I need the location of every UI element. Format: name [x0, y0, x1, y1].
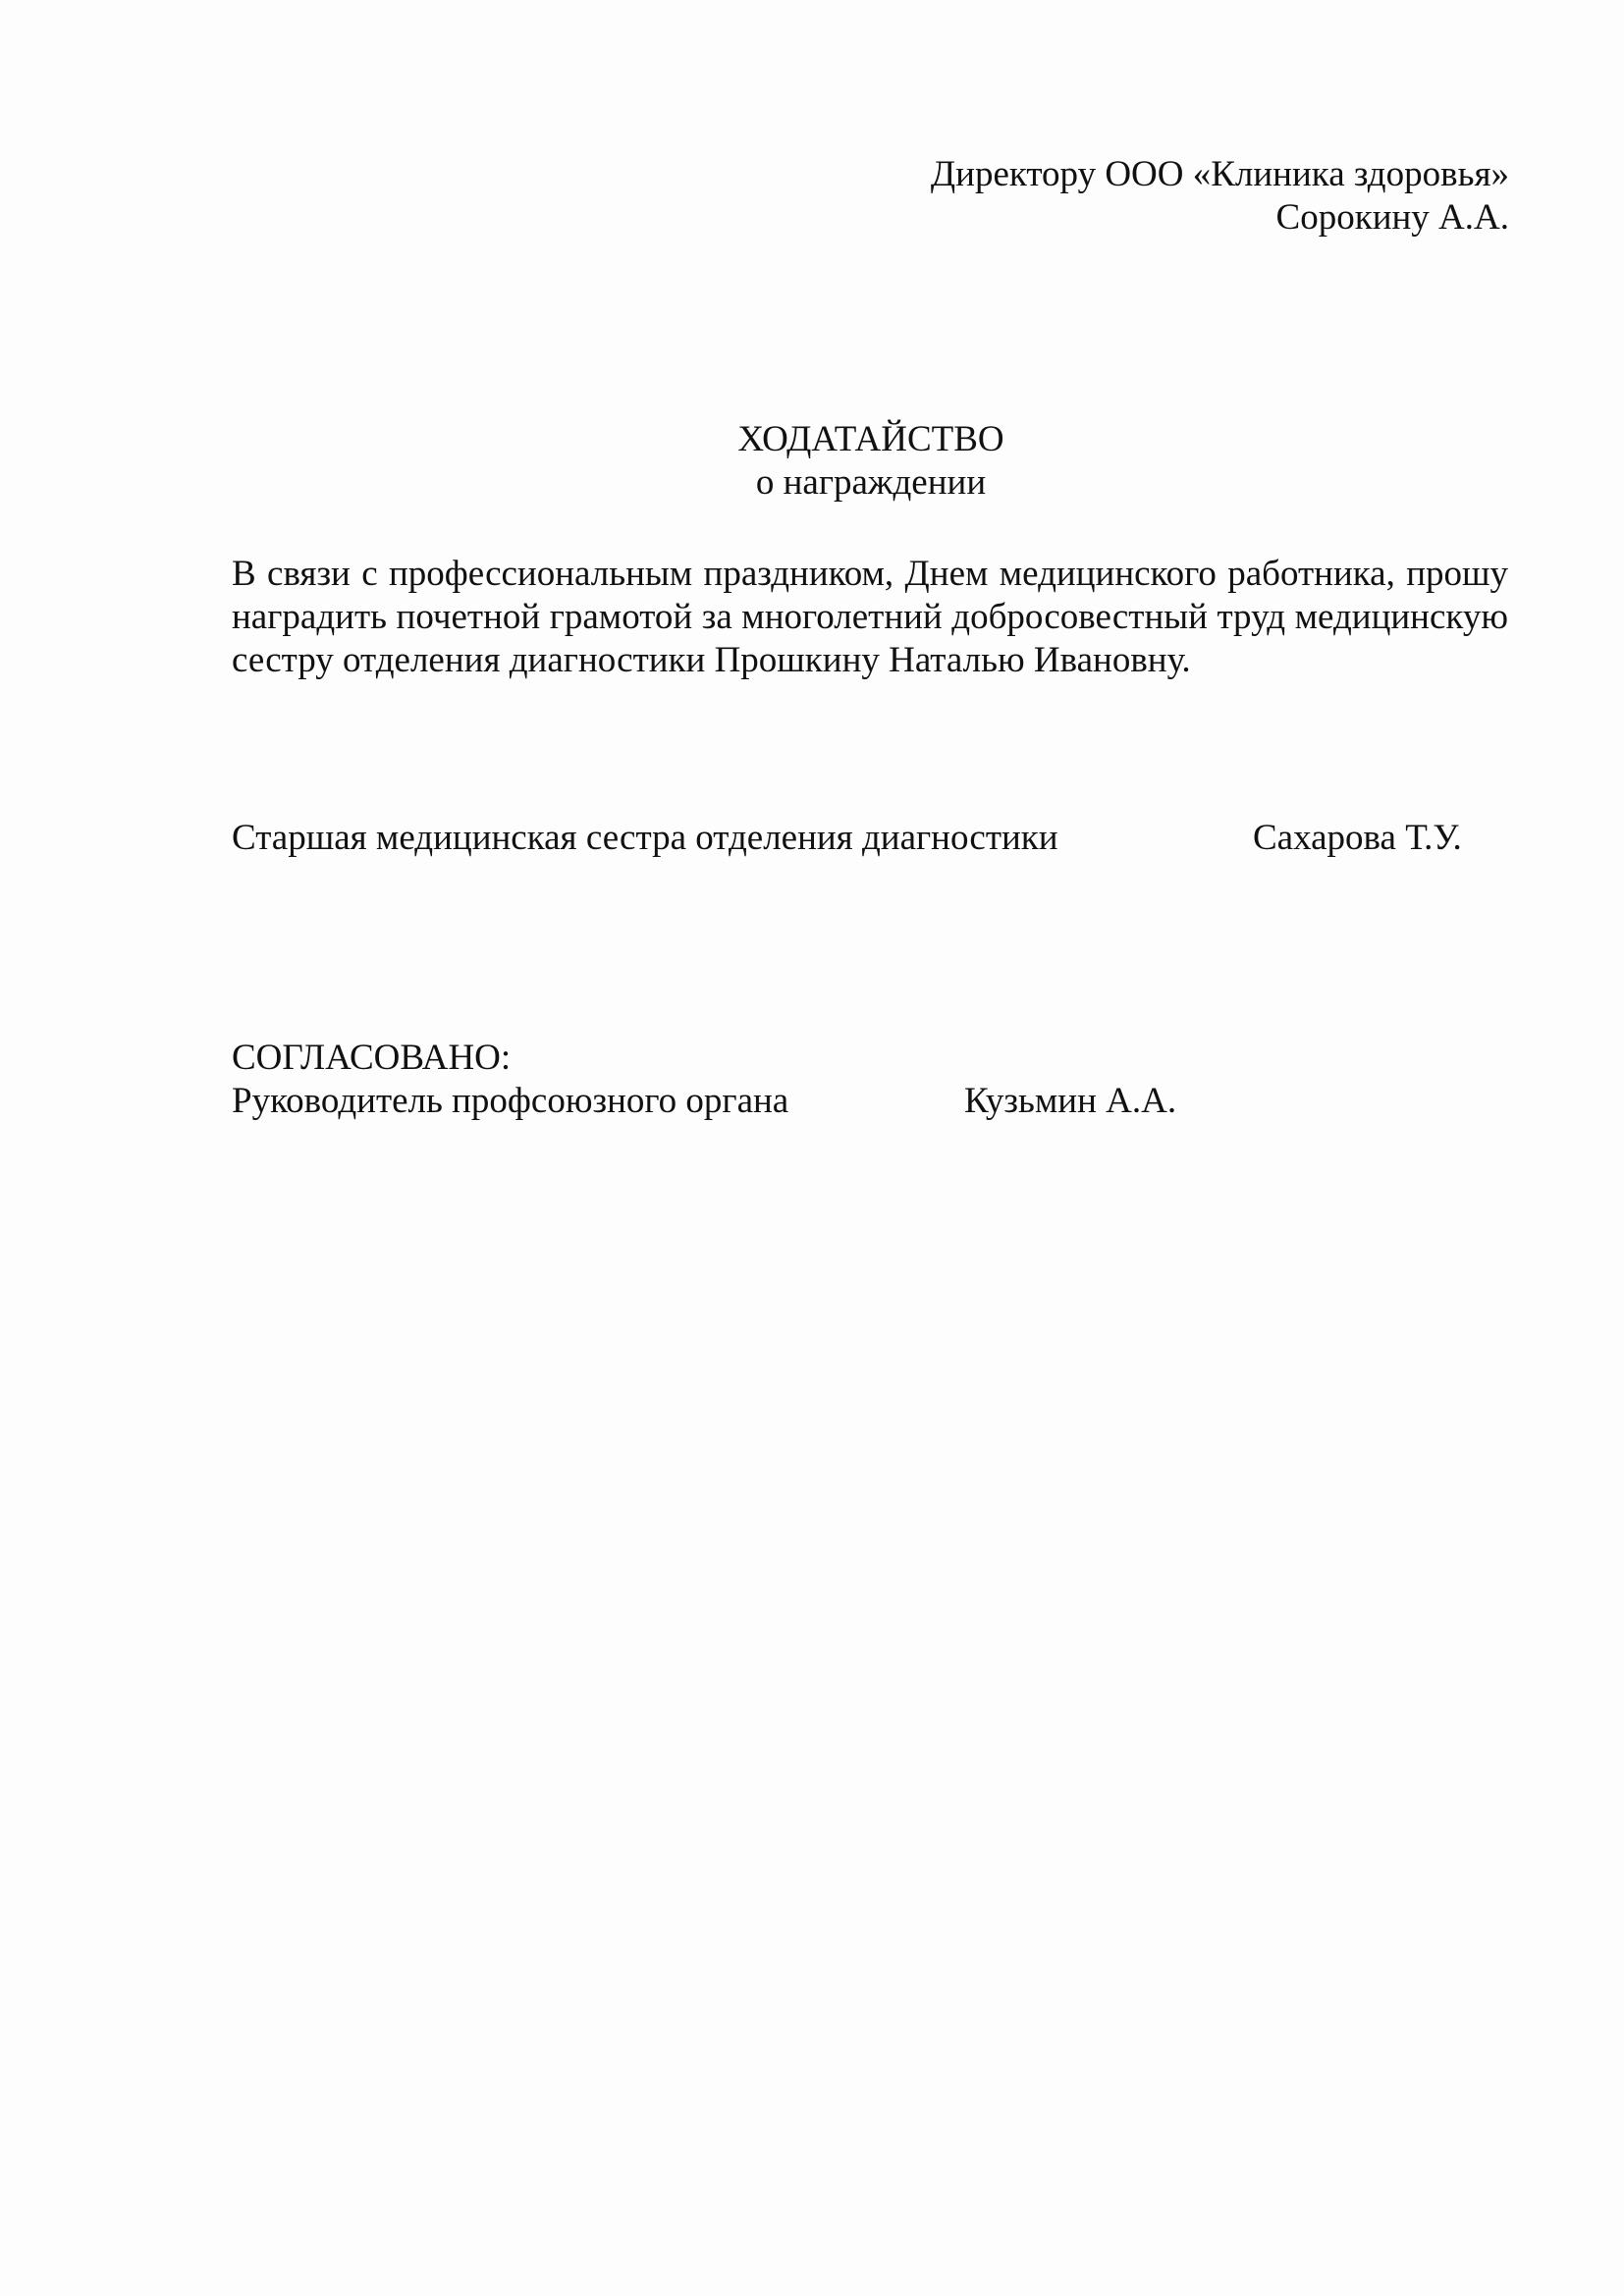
- petition-body: В связи с профессиональным праздником, Днем медицинского работника, прошу наградить почетной грамотой за многолетний добросовестный труд медицинскую сестру отделения диагностики Прошкину Наталью Ивановну.: [232, 554, 1508, 680]
- signature-row: [232, 817, 1508, 860]
- approver-position: Руководитель профсоюзного органа: [232, 1081, 789, 1121]
- addressee-line-1: Директору ООО «Клиника здоровья»: [930, 154, 1509, 194]
- addressee-block: [931, 153, 1509, 240]
- document-subtitle: о награждении: [755, 462, 987, 503]
- approval-label: СОГЛАСОВАНО:: [232, 1038, 512, 1078]
- approval-block: [232, 1037, 1508, 1123]
- addressee-line-2: Сорокину А.А.: [1275, 197, 1509, 238]
- signer-position: Старшая медицинская сестра отделения диагностики: [232, 818, 1058, 858]
- approval-row: [232, 1080, 1508, 1123]
- approver-name: Кузьмин А.А.: [964, 1081, 1177, 1121]
- document-title: ХОДАТАЙСТВО: [737, 419, 1004, 459]
- signer-name: Сахарова Т.У.: [1253, 818, 1462, 858]
- document-title-block: [0, 418, 1624, 505]
